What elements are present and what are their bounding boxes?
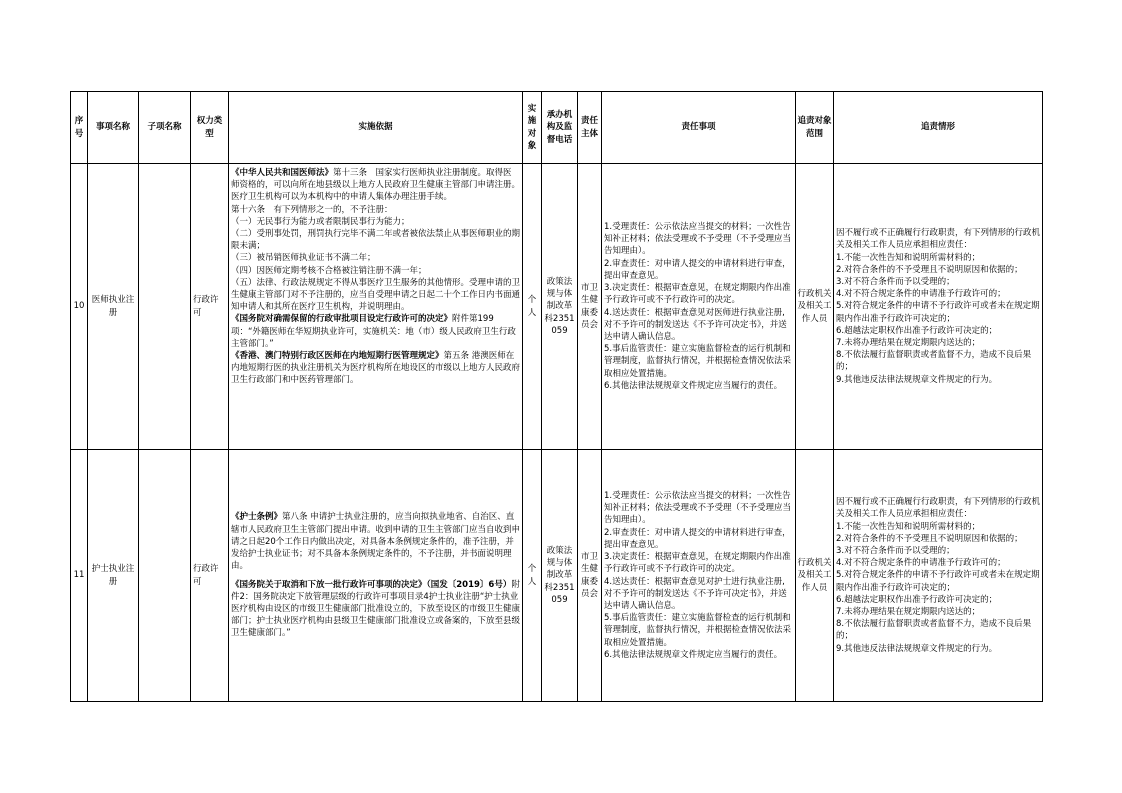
- row-cases: [834, 450, 1043, 702]
- basis-para: 《国务院关于取消和下放一批行政许可事项的决定》（国发〔2019〕6号）附件2：国务院决定下放管理层级的行政许可事项目录4护士执业注册“护士执业医疗机构由设区的市级卫生健康部门批准设立的，下放至设区的市级卫生健康部门；护士执业医疗机构由县级卫生健康部门批准设立或备案的，下放至县级卫生健康部门。”: [231, 579, 521, 639]
- case-item: 2.对符合条件的不予受理且不说明原因和依据的；: [836, 533, 1023, 544]
- row-duties: [602, 450, 796, 702]
- case-item: 4.对不符合规定条件的申请准予行政许可的；: [836, 558, 1006, 569]
- row-power-type: 行政许可: [191, 164, 229, 450]
- basis-para: 《护士条例》第八条 申请护士执业注册的，应当向拟执业地省、自治区、直辖市人民政府卫生主管部门提出申请。收到申请的卫生主管部门应当自收到申请之日起20个工作日内做出决定，对具备本条例规定条件的，准予注册，并发给护士执业证书；对不具备本条例规定条件的，不予注册，并书面说明理由。: [231, 512, 521, 572]
- case-item: 5.对符合规定条件的申请不予行政许可或者未在规定期限内作出准予行政许可决定的；: [836, 570, 1040, 593]
- basis-para: （一）无民事行为能力或者限制民事行为能力；: [231, 216, 410, 227]
- basis-para: 《国务院对确需保留的行政审批项目设定行政许可的决定》附件第199项：“外籍医师在华短期执业许可，实施机关：地（市）级人民政府卫生行政主管部门。”: [231, 314, 516, 349]
- row-basis: [229, 450, 523, 702]
- case-item: 7.未将办理结果在规定期限内送达的；: [836, 607, 981, 617]
- duty-item: 5.事后监管责任：建立实施监督检查的运行机制和管理制度，监督执行情况，并根据检查情况依法采取相应处置措施。: [604, 344, 792, 379]
- header-dept: 承办机构及监督电话: [542, 92, 578, 164]
- header-row: [71, 92, 1043, 164]
- header-duties: 责任事项: [602, 92, 796, 164]
- basis-para: （三）被吊销医师执业证书不满二年；: [231, 253, 376, 264]
- case-item: 1.不能一次性告知和说明所需材料的；: [836, 252, 981, 263]
- case-item: 因不履行或不正确履行行政职责，有下列情形的行政机关及相关工作人员应承担相应责任：: [836, 228, 1041, 251]
- row-item-name: 医师执业注册: [88, 164, 139, 450]
- row-target: 个人: [523, 164, 542, 450]
- header-sub-item: 子项名称: [139, 92, 191, 164]
- duty-item: 4.送达责任：根据审查意见对护士进行执业注册,对不予许可的制发送达《不予许可决定书》，并送达申请人确认信息。: [604, 576, 787, 611]
- duty-item: 3.决定责任：根据审查意见，在规定期限内作出准予行政许可或不予行政许可的决定。: [604, 283, 791, 306]
- duty-item: 2.审查责任：对申请人提交的申请材料进行审查，提出审查意见。: [604, 527, 791, 550]
- case-item: 8.不依法履行监督职责或者监督不力，造成不良后果的；: [836, 619, 1032, 642]
- row-seq: 10: [71, 164, 88, 450]
- header-cases: 追责情形: [834, 92, 1043, 164]
- basis-para: 《香港、澳门特别行政区医师在内地短期行医管理规定》第五条 港澳医师在内地短期行医的执业注册机关为医疗机构所在地设区的市级以上地方人民政府卫生行政部门和中医药管理部门。: [231, 351, 521, 386]
- row-sub-item: [139, 164, 191, 450]
- case-item: 3.对不符合条件而予以受理的；: [836, 276, 955, 287]
- case-item: 6.超越法定职权作出准予行政许可决定的；: [836, 325, 998, 336]
- case-item: 9.其他违反法律法规规章文件规定的行为。: [836, 643, 998, 654]
- case-item: 9.其他违反法律法规规章文件规定的行为。: [836, 374, 998, 385]
- row-target: 个人: [523, 450, 542, 702]
- row-cases: [834, 164, 1043, 450]
- basis-para: 第十六条 有下列情形之一的，不予注册：: [231, 204, 393, 215]
- case-item: 7.未将办理结果在规定期限内送达的；: [836, 338, 981, 348]
- case-item: 6.超越法定职权作出准予行政许可决定的；: [836, 594, 998, 605]
- table-row: [71, 164, 1043, 450]
- row-duties: [602, 164, 796, 450]
- duty-item: 3.决定责任：根据审查意见，在规定期限内作出准予行政许可或不予行政许可的决定。: [604, 552, 791, 575]
- duty-item: 6.其他法律法规规章文件规定应当履行的责任。: [604, 649, 783, 660]
- basis-para: （二）受刑事处罚，刑罚执行完毕不满二年或者被依法禁止从事医师职业的期限未满；: [231, 229, 521, 252]
- duty-item: 1.受理责任：公示依法应当提交的材料；一次性告知补正材料；依法受理或不予受理（不予受理应当告知理由）。: [604, 491, 792, 526]
- header-scope: 追责对象范围: [796, 92, 834, 164]
- duty-item: 4.送达责任：根据审查意见对医师进行执业注册,对不予许可的制发送达《不予许可决定书》，并送达申请人确认信息。: [604, 307, 787, 342]
- case-item: 5.对符合规定条件的申请不予行政许可或者未在规定期限内作出准予行政许可决定的；: [836, 301, 1040, 324]
- case-item: 因不履行或不正确履行行政职责，有下列情形的行政机关及相关工作人员应承担相应责任：: [836, 497, 1041, 520]
- header-subject: 责任主体: [578, 92, 602, 164]
- duty-item: 5.事后监管责任：建立实施监督检查的运行机制和管理制度，监督执行情况，并根据检查情况依法采取相应处置措施。: [604, 613, 792, 648]
- row-sub-item: [139, 450, 191, 702]
- row-basis: [229, 164, 523, 450]
- row-dept: 政策法规与体制改革科2351059: [542, 450, 578, 702]
- row-power-type: 行政许可: [191, 450, 229, 702]
- row-scope: 行政机关及相关工作人员: [796, 164, 834, 450]
- row-scope: 行政机关及相关工作人员: [796, 450, 834, 702]
- duty-item: 2.审查责任：对申请人提交的申请材料进行审查，提出审查意见。: [604, 258, 791, 281]
- row-dept: 政策法规与体制改革科2351059: [542, 164, 578, 450]
- case-item: 1.不能一次性告知和说明所需材料的；: [836, 521, 981, 532]
- case-item: 8.不依法履行监督职责或者监督不力，造成不良后果的；: [836, 350, 1032, 373]
- header-power-type: 权力类型: [191, 92, 229, 164]
- case-item: 2.对符合条件的不予受理且不说明原因和依据的；: [836, 264, 1023, 275]
- header-target: 实施对象: [523, 92, 542, 164]
- header-basis: 实施依据: [229, 92, 523, 164]
- row-subject: 市卫生健康委员会: [578, 450, 602, 702]
- row-subject: 市卫生健康委员会: [578, 164, 602, 450]
- basis-para: （四）因医师定期考核不合格被注销注册不满一年；: [231, 265, 427, 276]
- table-row: [71, 450, 1043, 702]
- responsibility-table: [70, 91, 1043, 702]
- row-item-name: 护士执业注册: [88, 450, 139, 702]
- basis-para: 《中华人民共和国医师法》第十三条 国家实行医师执业注册制度。取得医师资格的，可以向所在地县级以上地方人民政府卫生健康主管部门申请注册。医疗卫生机构可以为本机构中的申请人集体办理注册手续。: [231, 168, 521, 203]
- basis-para: （五）法律、行政法规规定不得从事医疗卫生服务的其他情形。受理申请的卫生健康主管部门对不予注册的，应当自受理申请之日起二十个工作日内书面通知申请人和其所在医疗卫生机构，并说明理由。: [231, 277, 521, 313]
- duty-item: 6.其他法律法规规章文件规定应当履行的责任。: [604, 380, 783, 391]
- header-seq: 序号: [71, 92, 88, 164]
- case-item: 4.对不符合规定条件的申请准予行政许可的；: [836, 289, 1006, 300]
- duty-item: 1.受理责任：公示依法应当提交的材料；一次性告知补正材料；依法受理或不予受理（不予受理应当告知理由）。: [604, 222, 792, 257]
- row-seq: 11: [71, 450, 88, 702]
- case-item: 3.对不符合条件而予以受理的；: [836, 545, 955, 556]
- header-item-name: 事项名称: [88, 92, 139, 164]
